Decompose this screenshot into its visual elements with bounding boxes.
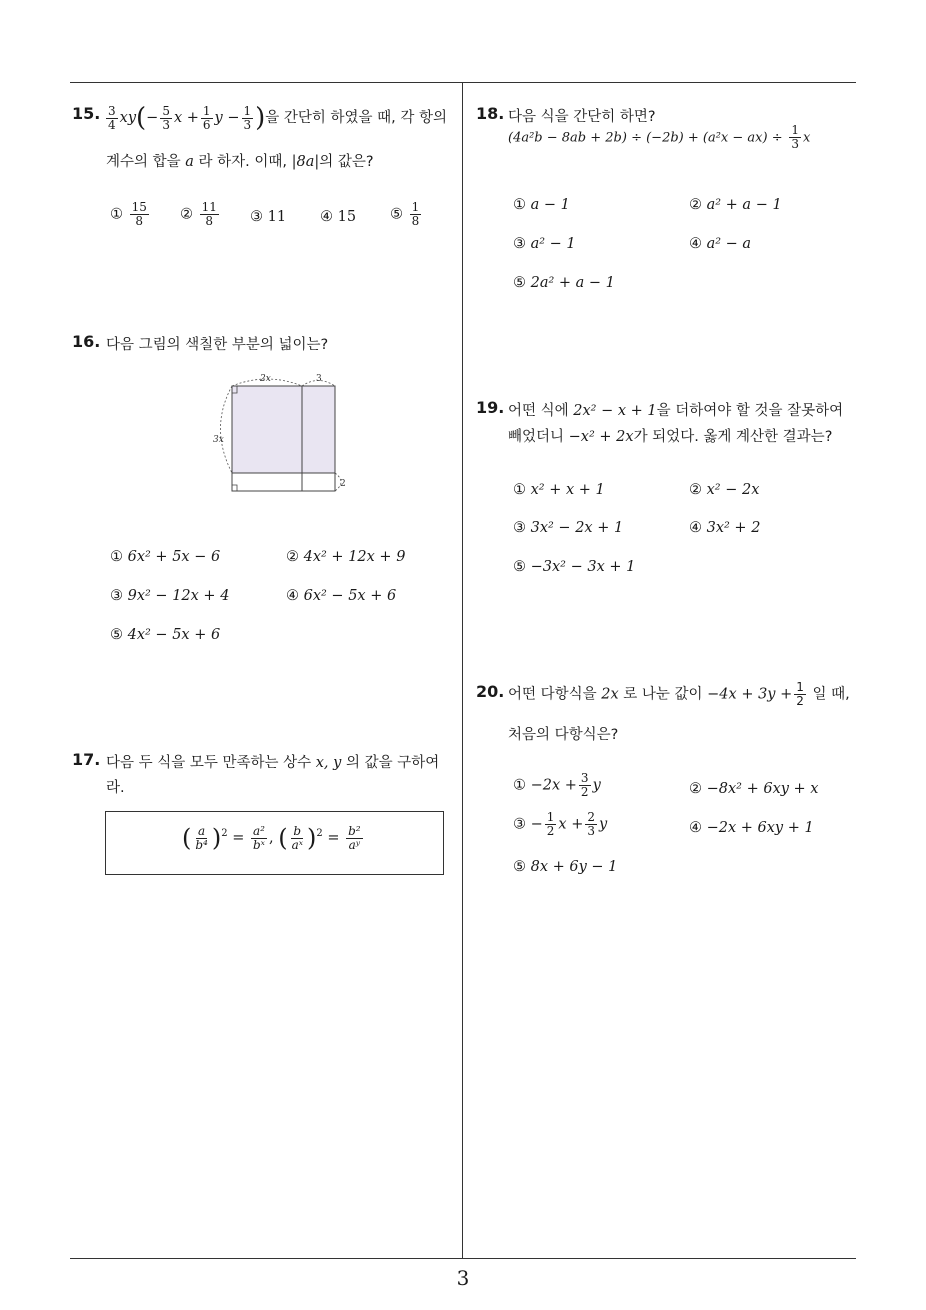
q18-option-3[interactable]: ③ a² − 1 xyxy=(513,236,576,252)
q15-frac-c: $\frac{1}{6}$ xyxy=(202,103,211,132)
q16-label-left: 3x xyxy=(213,435,224,445)
q18-option-5[interactable]: ⑤ 2a² + a − 1 xyxy=(513,275,615,291)
q20-option-2[interactable]: ② −8x² + 6xy + x xyxy=(689,781,819,797)
q15-line2: 계수의 합을 a 라 하자. 이때, |8a|의 값은? xyxy=(106,154,374,170)
q16-option-1[interactable]: ① 6x² + 5x − 6 xyxy=(110,549,221,565)
q15-option-5[interactable]: ⑤ $\frac{1}{8}$ xyxy=(390,200,420,228)
q15-option-1[interactable]: ① $\frac{15}{8}$ xyxy=(110,200,147,228)
q20-number: 20. xyxy=(476,682,505,701)
q20-line2: 처음의 다항식은? xyxy=(508,727,619,743)
q17-equations: ( $\frac{a}{\text{b⁴}}$ )$^2$ = $\frac{\text{a²}}{\text{bˣ}}$ , ( $\frac{b}{\text{aˣ}}$ )$^2$ = $\frac{\text{b²}}{\text{aʸ}}$ xyxy=(182,823,361,852)
q15-frac-a: $\frac{3}{4}$ xyxy=(108,103,116,132)
q19-number: 19. xyxy=(476,398,505,417)
q19-option-3[interactable]: ③ 3x² − 2x + 1 xyxy=(513,520,624,536)
bottom-rule xyxy=(70,1258,856,1259)
q20-line1: 어떤 다항식을 2x 로 나눈 값이 −4x + 3y + $\frac{1}{2}$ 일 때, xyxy=(508,680,850,708)
q18-number: 18. xyxy=(476,104,505,123)
q18-option-1[interactable]: ① a − 1 xyxy=(513,197,570,213)
q20-option-1[interactable]: ① −2x + $\frac{3}{2}$ y xyxy=(513,771,601,799)
q20-option-3[interactable]: ③ − $\frac{1}{2}$ x + $\frac{2}{3}$ y xyxy=(513,810,608,838)
q19-option-1[interactable]: ① x² + x + 1 xyxy=(513,482,605,498)
q19-line1: 어떤 식에 2x² − x + 1을 더하여야 할 것을 잘못하여 xyxy=(508,403,844,419)
q17-line1: 다음 두 식을 모두 만족하는 상수 x, y 의 값을 구하여 xyxy=(106,755,440,771)
q15-option-3[interactable]: ③ 11 xyxy=(250,209,287,225)
q16-text: 다음 그림의 색칠한 부분의 넓이는? xyxy=(106,337,329,353)
q19-option-2[interactable]: ② x² − 2x xyxy=(689,482,760,498)
q15-number: 15. xyxy=(72,104,101,123)
q18-expression: (4a²b − 8ab + 2b) ÷ (−2b) + (a²x − ax) ÷ $\frac{1}{3}$ x xyxy=(508,123,811,151)
q15-text1: 을 간단히 하였을 때, 각 항의 xyxy=(265,110,448,126)
q19-option-4[interactable]: ④ 3x² + 2 xyxy=(689,520,761,536)
q16-label-top-right: 3 xyxy=(316,374,322,384)
q18-option-2[interactable]: ② a² + a − 1 xyxy=(689,197,782,213)
q18-text: 다음 식을 간단히 하면? xyxy=(508,109,656,125)
column-divider xyxy=(462,83,463,1259)
q15-option-2[interactable]: ② $\frac{11}{8}$ xyxy=(180,200,217,228)
q17-number: 17. xyxy=(72,750,101,769)
q19-option-5[interactable]: ⑤ −3x² − 3x + 1 xyxy=(513,559,636,575)
q16-brace-left xyxy=(221,386,233,473)
q15-option-4[interactable]: ④ 15 xyxy=(320,209,357,225)
q16-option-5[interactable]: ⑤ 4x² − 5x + 6 xyxy=(110,627,221,643)
q15-line1: $\frac{3}{4}$ xy(− $\frac{5}{3}$ x + $\frac{1}{6}$ y − $\frac{1}{3}$ )을 간단히 하였을 때, 각 항의 xyxy=(108,103,448,133)
q17-line2: 라. xyxy=(106,780,125,796)
q16-label-top-left: 2x xyxy=(260,374,271,384)
q19-line2: 빼었더니 −x² + 2x가 되었다. 옳게 계산한 결과는? xyxy=(508,429,833,445)
q16-shaded-region xyxy=(232,386,335,473)
q16-option-3[interactable]: ③ 9x² − 12x + 4 xyxy=(110,588,230,604)
q15-frac-d: $\frac{1}{3}$ xyxy=(243,103,252,132)
q18-option-4[interactable]: ④ a² − a xyxy=(689,236,752,252)
q15-frac-b: $\frac{5}{3}$ xyxy=(162,103,170,132)
q20-option-4[interactable]: ④ −2x + 6xy + 1 xyxy=(689,820,814,836)
q20-option-5[interactable]: ⑤ 8x + 6y − 1 xyxy=(513,859,618,875)
q16-option-4[interactable]: ④ 6x² − 5x + 6 xyxy=(286,588,397,604)
q16-right-angle-bottom xyxy=(232,485,237,491)
q16-figure xyxy=(205,368,355,496)
q16-number: 16. xyxy=(72,332,101,351)
page-number: 3 xyxy=(456,1266,470,1290)
q16-label-right: 2 xyxy=(340,479,346,489)
q16-option-2[interactable]: ② 4x² + 12x + 9 xyxy=(286,549,406,565)
top-rule xyxy=(70,82,856,83)
